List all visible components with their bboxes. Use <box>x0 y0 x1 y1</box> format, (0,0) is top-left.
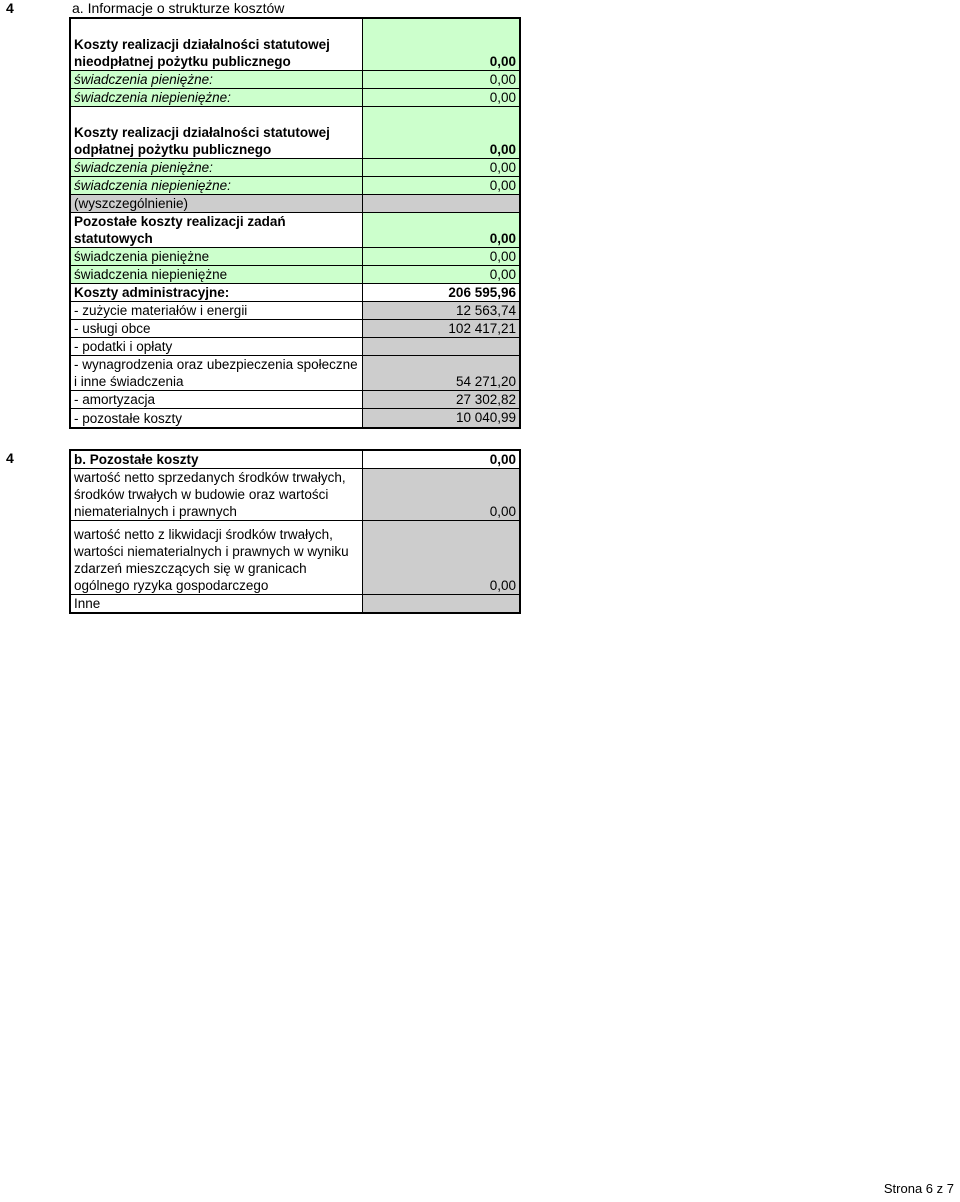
row-label: - podatki i opłaty <box>70 338 363 356</box>
table-row <box>70 320 520 338</box>
table-row <box>70 469 520 521</box>
table-row <box>70 195 520 213</box>
row-label: (wyszczególnienie) <box>70 195 363 213</box>
table-row <box>70 159 520 177</box>
row-value: 0,00 <box>363 248 521 266</box>
table-row <box>70 302 520 320</box>
section-a-number: 4 <box>6 0 14 16</box>
row-label: Koszty administracyjne: <box>70 284 363 302</box>
row-value: 0,00 <box>363 159 521 177</box>
row-value: 0,00 <box>363 450 521 469</box>
table-row <box>70 71 520 89</box>
row-label: świadczenia pieniężne <box>70 248 363 266</box>
cost-structure-table <box>69 17 521 429</box>
table-row <box>70 284 520 302</box>
row-value: 0,00 <box>363 266 521 284</box>
table-row <box>70 89 520 107</box>
other-costs-table <box>69 449 521 614</box>
table-row <box>70 177 520 195</box>
row-label: wartość netto sprzedanych środków trwałych, środków trwałych w budowie oraz wartości niematerialnych i prawnych <box>70 469 363 521</box>
row-value <box>363 338 521 356</box>
section-a-title: a. Informacje o strukturze kosztów <box>72 0 285 16</box>
row-label: świadczenia niepieniężne: <box>70 89 363 107</box>
table-row <box>70 213 520 248</box>
table-row <box>70 356 520 391</box>
row-value <box>363 595 521 614</box>
row-label: Inne <box>70 595 363 614</box>
page-number: Strona 6 z 7 <box>883 1181 954 1196</box>
table-row <box>70 391 520 409</box>
table-row <box>70 107 520 159</box>
table-row <box>70 18 520 71</box>
row-label: wartość netto z likwidacji środków trwałych, wartości niematerialnych i prawnych w wyniku zdarzeń mieszczących się w granicach ogólnego ryzyka gospodarczego <box>70 521 363 595</box>
table-row <box>70 595 520 614</box>
row-label: - wynagrodzenia oraz ubezpieczenia społeczne i inne świadczenia <box>70 356 363 391</box>
row-label: Koszty realizacji działalności statutowej odpłatnej pożytku publicznego <box>70 107 363 159</box>
row-label: - amortyzacja <box>70 391 363 409</box>
row-label: świadczenia pieniężne: <box>70 71 363 89</box>
row-label: - pozostałe koszty <box>70 409 363 429</box>
row-value: 0,00 <box>363 71 521 89</box>
table-row <box>70 248 520 266</box>
table-row <box>70 521 520 595</box>
row-value: 0,00 <box>363 18 521 71</box>
row-label: Koszty realizacji działalności statutowej nieodpłatnej pożytku publicznego <box>74 37 330 69</box>
row-value: 0,00 <box>363 107 521 159</box>
section-b-number: 4 <box>6 450 14 466</box>
row-value: 10 040,99 <box>363 409 521 429</box>
table-row <box>70 450 520 469</box>
row-label: - zużycie materiałów i energii <box>70 302 363 320</box>
row-value: 54 271,20 <box>363 356 521 391</box>
row-label: b. Pozostałe koszty <box>74 452 199 467</box>
row-value: 102 417,21 <box>363 320 521 338</box>
table-row <box>70 266 520 284</box>
row-label: świadczenia niepieniężne <box>70 266 363 284</box>
row-value: 12 563,74 <box>363 302 521 320</box>
row-label: Pozostałe koszty realizacji zadań statutowych <box>70 213 363 248</box>
row-label: świadczenia niepieniężne: <box>70 177 363 195</box>
row-value: 0,00 <box>363 89 521 107</box>
row-value: 0,00 <box>363 469 521 521</box>
row-value: 0,00 <box>363 521 521 595</box>
row-value: 0,00 <box>363 177 521 195</box>
row-label: - usługi obce <box>70 320 363 338</box>
table-row <box>70 338 520 356</box>
row-value <box>363 195 521 213</box>
table-row <box>70 409 520 429</box>
row-label: świadczenia pieniężne: <box>70 159 363 177</box>
row-value: 206 595,96 <box>363 284 521 302</box>
row-value: 27 302,82 <box>363 391 521 409</box>
row-value: 0,00 <box>363 213 521 248</box>
